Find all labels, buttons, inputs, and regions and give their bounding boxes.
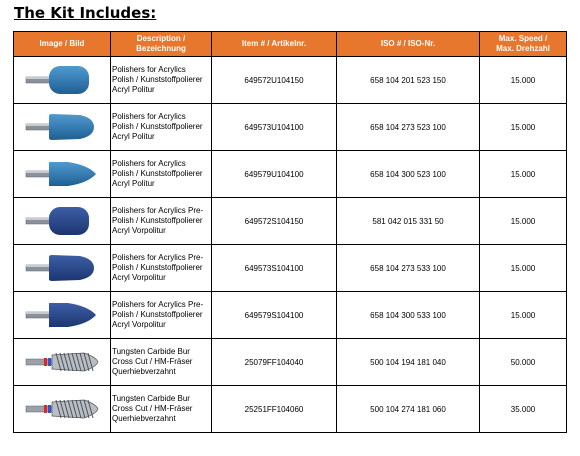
max-speed-cell: 50.000	[480, 339, 567, 386]
carbide-bur-icon	[14, 389, 110, 429]
item-number-cell: 649573U104100	[212, 104, 337, 151]
max-speed-cell: 15.000	[480, 104, 567, 151]
header-description: Description / Bezeichnung	[111, 32, 212, 57]
header-speed: Max. Speed / Max. Drehzahl	[480, 32, 567, 57]
description-line: Acryl Politur	[112, 131, 155, 141]
iso-number-cell: 658 104 273 523 100	[337, 104, 480, 151]
table-row	[14, 151, 567, 198]
product-image	[14, 292, 111, 339]
description-line: Tungsten Carbide Bur	[112, 347, 190, 357]
carbide-bur-icon	[14, 342, 110, 382]
description-line: Polishers for Acrylics	[112, 112, 186, 122]
dark-blue-cylinder-polisher-icon	[14, 201, 110, 241]
max-speed-cell: 35.000	[480, 386, 567, 433]
table-row	[14, 292, 567, 339]
description-cell	[111, 245, 212, 292]
product-image	[14, 57, 111, 104]
description-line: Acryl Vorpolitur	[112, 272, 166, 282]
description-cell	[111, 198, 212, 245]
table-row	[14, 57, 567, 104]
max-speed-cell: 15.000	[480, 57, 567, 104]
max-speed-cell: 15.000	[480, 198, 567, 245]
description-line: Polish / Kunststoffpolierer	[112, 263, 203, 273]
description-line: Cross Cut / HM-Fräser	[112, 357, 193, 367]
iso-number-cell: 500 104 194 181 040	[337, 339, 480, 386]
description-line: Polishers for Acrylics Pre-	[112, 206, 204, 216]
item-number-cell: 25251FF104060	[212, 386, 337, 433]
description-cell	[111, 57, 212, 104]
description-line: Polishers for Acrylics	[112, 159, 186, 169]
table-row	[14, 339, 567, 386]
dark-blue-cone-polisher-icon	[14, 295, 110, 335]
description-line: Polish / Kunststoffpolierer	[112, 169, 203, 179]
iso-number-cell: 658 104 273 533 100	[337, 245, 480, 292]
description-line: Cross Cut / HM-Fräser	[112, 404, 193, 414]
description-line: Polish / Kunststoffpolierer	[112, 75, 203, 85]
description-line: Acryl Vorpolitur	[112, 319, 166, 329]
item-number-cell: 649572S104150	[212, 198, 337, 245]
blue-cone-polisher-icon	[14, 154, 110, 194]
item-number-cell: 649572U104150	[212, 57, 337, 104]
product-image	[14, 151, 111, 198]
description-cell	[111, 104, 212, 151]
iso-number-cell: 658 104 300 533 100	[337, 292, 480, 339]
description-cell	[111, 151, 212, 198]
table-header-row	[14, 32, 567, 57]
header-iso: ISO # / ISO-Nr.	[337, 32, 480, 57]
description-cell	[111, 386, 212, 433]
product-image	[14, 198, 111, 245]
kit-heading: The Kit Includes:	[14, 4, 157, 22]
table-row	[14, 198, 567, 245]
description-line: Tungsten Carbide Bur	[112, 394, 190, 404]
product-image	[14, 339, 111, 386]
blue-bullet-polisher-icon	[14, 107, 110, 147]
description-line: Acryl Politur	[112, 84, 155, 94]
description-cell	[111, 339, 212, 386]
product-image	[14, 386, 111, 433]
table-row	[14, 386, 567, 433]
header-item: Item # / Artikelnr.	[212, 32, 337, 57]
blue-cylinder-polisher-icon	[14, 60, 110, 100]
description-line: Polish / Kunststoffpolierer	[112, 216, 203, 226]
max-speed-cell: 15.000	[480, 245, 567, 292]
iso-number-cell: 581 042 015 331 50	[337, 198, 480, 245]
iso-number-cell: 500 104 274 181 060	[337, 386, 480, 433]
iso-number-cell: 658 104 201 523 150	[337, 57, 480, 104]
description-line: Polishers for Acrylics Pre-	[112, 300, 204, 310]
max-speed-cell: 15.000	[480, 151, 567, 198]
description-line: Querhiebverzahnt	[112, 413, 176, 423]
description-line: Polish / Kunststoffpolierer	[112, 122, 203, 132]
dark-blue-bullet-polisher-icon	[14, 248, 110, 288]
product-image	[14, 104, 111, 151]
description-line: Polishers for Acrylics Pre-	[112, 253, 204, 263]
table-row	[14, 245, 567, 292]
iso-number-cell: 658 104 300 523 100	[337, 151, 480, 198]
item-number-cell: 649579S104100	[212, 292, 337, 339]
header-image: Image / Bild	[14, 32, 111, 57]
description-cell	[111, 292, 212, 339]
item-number-cell: 649573S104100	[212, 245, 337, 292]
description-line: Polishers for Acrylics	[112, 65, 186, 75]
item-number-cell: 25079FF104040	[212, 339, 337, 386]
product-image	[14, 245, 111, 292]
kit-table	[13, 31, 567, 433]
description-line: Polish / Kunststoffpolierer	[112, 310, 203, 320]
table-row	[14, 104, 567, 151]
description-line: Querhiebverzahnt	[112, 366, 176, 376]
description-line: Acryl Vorpolitur	[112, 225, 166, 235]
description-line: Acryl Politur	[112, 178, 155, 188]
max-speed-cell: 15.000	[480, 292, 567, 339]
item-number-cell: 649579U104100	[212, 151, 337, 198]
